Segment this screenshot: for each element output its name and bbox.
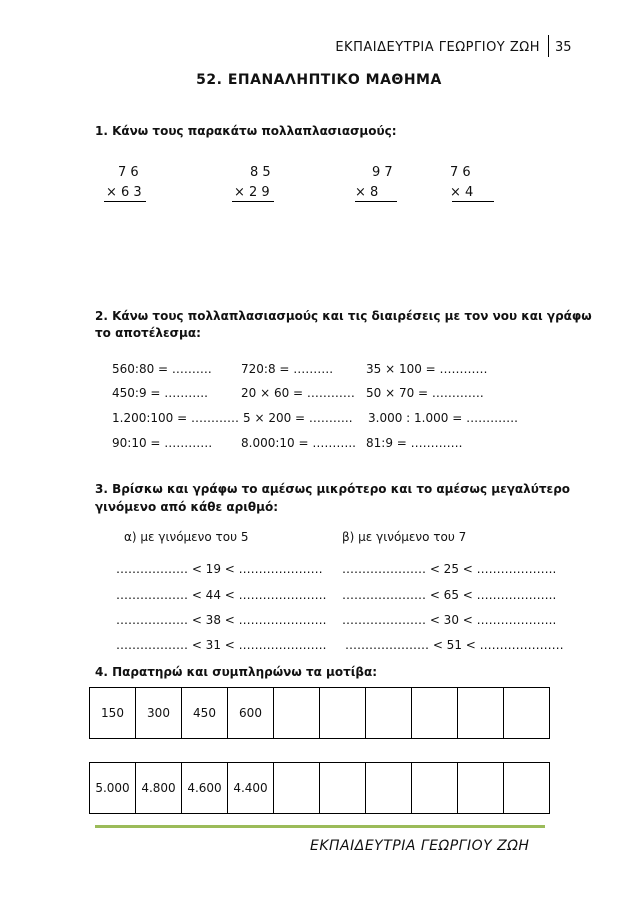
pattern-cell-blank[interactable] (320, 688, 366, 739)
pattern-cell-blank[interactable] (504, 763, 550, 814)
mental-calc-item: 560:80 = ………. (112, 362, 212, 376)
pattern-cell-blank[interactable] (320, 763, 366, 814)
neighbor-multiple-item: ……………… < 38 < …………………. (116, 613, 327, 627)
mental-calc-item: 35 × 100 = ………… (366, 362, 488, 376)
pattern-cell: 300 (136, 688, 182, 739)
pattern-cell: 600 (228, 688, 274, 739)
pattern-cell-blank[interactable] (458, 763, 504, 814)
mental-calc-item: 3.000 : 1.000 = …………. (368, 411, 518, 425)
neighbor-multiple-item: ………………… < 30 < ……………….. (342, 613, 557, 627)
pattern-cell-blank[interactable] (274, 688, 320, 739)
mult-problem-4-line (452, 201, 494, 202)
mental-calc-item: 8.000:10 = ……….. (241, 436, 356, 450)
pattern-cell: 150 (90, 688, 136, 739)
pattern-cell: 4.400 (228, 763, 274, 814)
mental-calc-item: 450:9 = ……….. (112, 386, 208, 400)
mental-calc-item: 720:8 = ………. (241, 362, 334, 376)
pattern-cell-blank[interactable] (274, 763, 320, 814)
neighbor-multiple-item: ………………… < 25 < ……………….. (342, 562, 557, 576)
neighbor-multiple-item: ………………… < 65 < ……………….. (342, 588, 557, 602)
mental-calc-item: 5 × 200 = ……….. (243, 411, 353, 425)
mental-calc-item: 81:9 = …………. (366, 436, 463, 450)
mental-calc-item: 20 × 60 = ………… (241, 386, 355, 400)
neighbor-multiple-item: ……………… < 44 < …………………. (116, 588, 327, 602)
section3-heading-line2: γινόμενο από κάθε αριθμό: (95, 500, 279, 514)
mult-problem-1-bottom: × 6 3 (106, 185, 142, 200)
section2-heading-line2: το αποτέλεσμα: (95, 326, 201, 340)
pattern-cell-blank[interactable] (504, 688, 550, 739)
footer-divider (95, 825, 545, 828)
section2-heading-line1: 2. Κάνω τους πολλαπλασιασμούς και τις διαιρέσεις με τον νου και γράφω (95, 309, 592, 323)
pattern-cell-blank[interactable] (366, 688, 412, 739)
mult-problem-1-line (104, 201, 146, 202)
mult-problem-3-bottom: × 8 (355, 185, 379, 200)
mental-calc-item: 1.200:100 = ………… (112, 411, 239, 425)
mult-problem-1-top: 7 6 (118, 165, 139, 180)
pattern-cell: 4.800 (136, 763, 182, 814)
mult-problem-4-bottom: × 4 (450, 185, 474, 200)
subsection-b-label: β) με γινόμενο του 7 (342, 530, 467, 544)
pattern-cell: 5.000 (90, 763, 136, 814)
subsection-a-label: α) με γινόμενο του 5 (124, 530, 249, 544)
pattern-cell: 450 (182, 688, 228, 739)
pattern-table-1 (89, 687, 550, 739)
mult-problem-2-line (232, 201, 274, 202)
mult-problem-2-bottom: × 2 9 (234, 185, 270, 200)
pattern-table-2 (89, 762, 550, 814)
pattern-cell-blank[interactable] (412, 763, 458, 814)
neighbor-multiple-item: ……………… < 19 < ………………… (116, 562, 323, 576)
page-number: 35 (555, 40, 572, 55)
footer-author: ΕΚΠΑΙΔΕΥΤΡΙΑ ΓΕΩΡΓΙΟΥ ΖΩΗ (310, 838, 530, 854)
mult-problem-4-top: 7 6 (450, 165, 471, 180)
mental-calc-item: 50 × 70 = …………. (366, 386, 484, 400)
neighbor-multiple-item: ………………… < 51 < ………………… (345, 638, 564, 652)
mult-problem-3-line (355, 201, 397, 202)
neighbor-multiple-item: ……………… < 31 < …………………. (116, 638, 327, 652)
page-number-divider (548, 35, 549, 57)
mult-problem-2-top: 8 5 (250, 165, 271, 180)
pattern-cell: 4.600 (182, 763, 228, 814)
pattern-cell-blank[interactable] (412, 688, 458, 739)
page-title: 52. ΕΠΑΝΑΛΗΠΤΙΚΟ ΜΑΘΗΜΑ (196, 72, 442, 88)
section4-heading: 4. Παρατηρώ και συμπληρώνω τα μοτίβα: (95, 665, 378, 679)
mult-problem-3-top: 9 7 (372, 165, 393, 180)
section1-heading: 1. Κάνω τους παρακάτω πολλαπλασιασμούς: (95, 124, 397, 138)
header-author: ΕΚΠΑΙΔΕΥΤΡΙΑ ΓΕΩΡΓΙΟΥ ΖΩΗ (335, 40, 540, 55)
section3-heading-line1: 3. Βρίσκω και γράφω το αμέσως μικρότερο και το αμέσως μεγαλύτερο (95, 482, 571, 496)
pattern-cell-blank[interactable] (458, 688, 504, 739)
mental-calc-item: 90:10 = ………… (112, 436, 213, 450)
pattern-cell-blank[interactable] (366, 763, 412, 814)
